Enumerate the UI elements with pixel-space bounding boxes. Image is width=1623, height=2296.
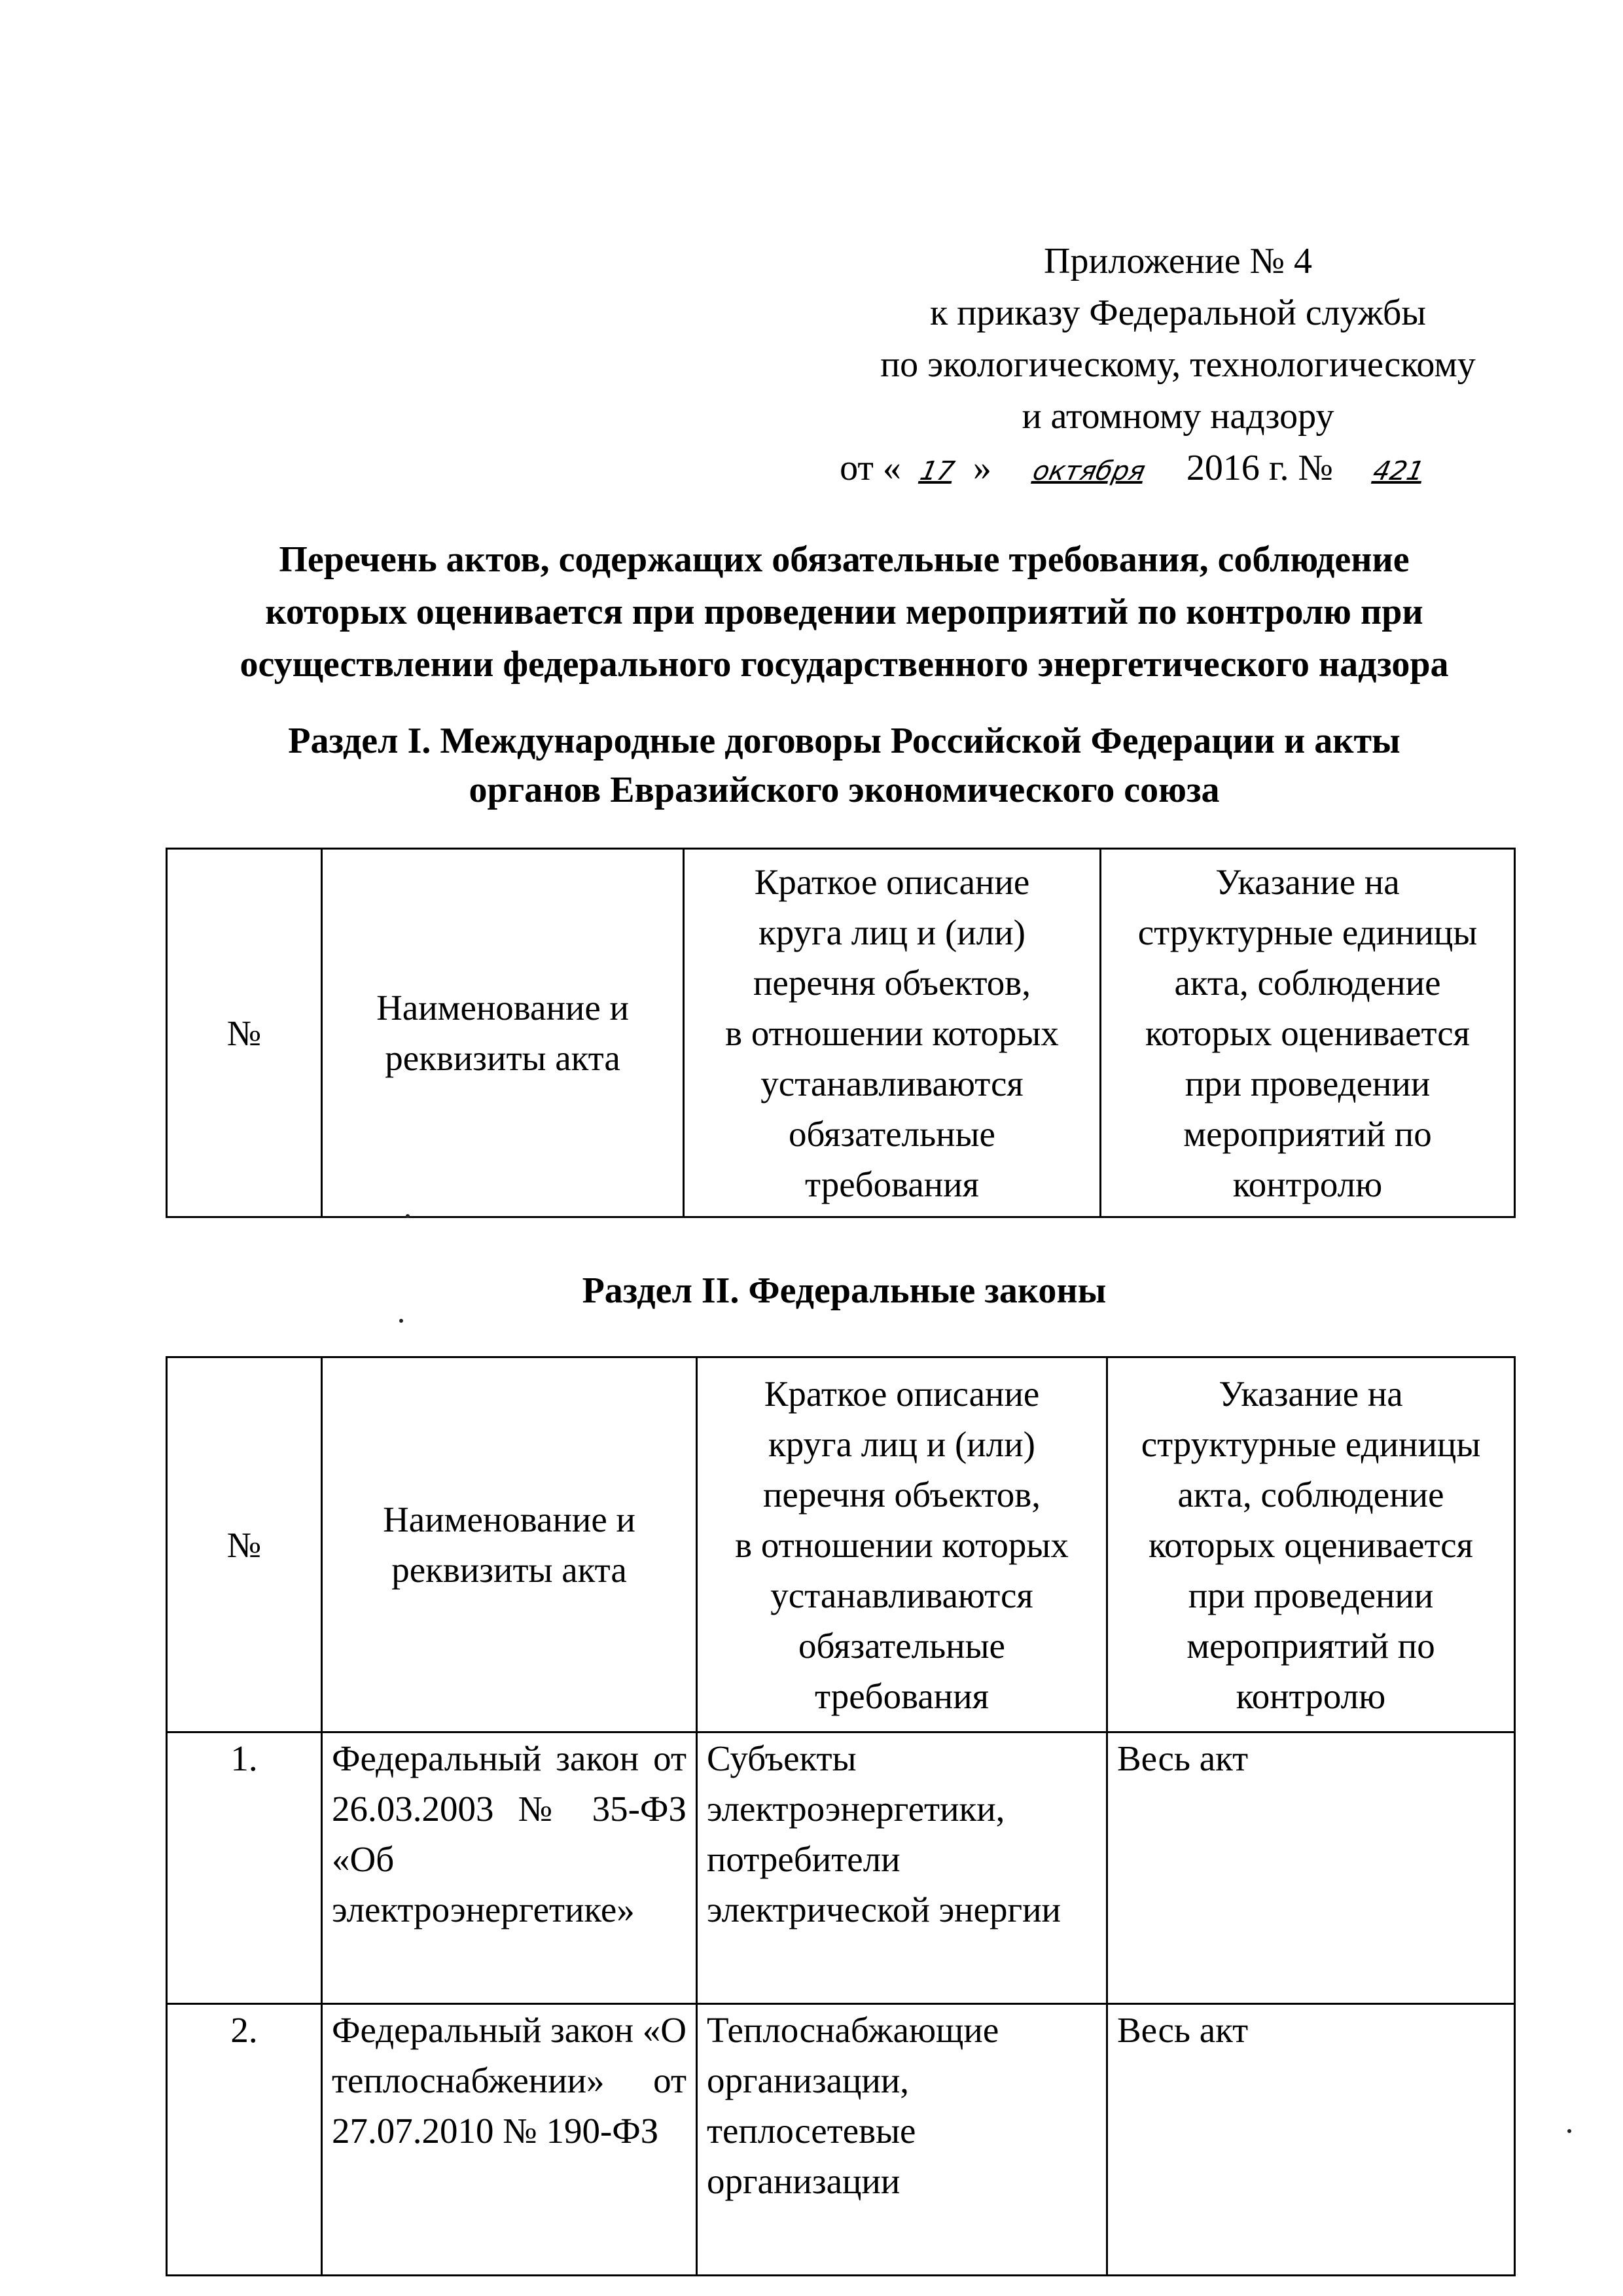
table-row — [167, 2004, 1515, 2276]
section-2-heading: Раздел II. Федеральные законы — [582, 1270, 1107, 1311]
title-line: которых оценивается при проведении мероприятий по контролю при — [265, 592, 1423, 632]
act-name: Федеральный закон от 26.03.2003 № 35-ФЗ «Об электроэнергетике» — [322, 1732, 697, 2004]
act-name: Федеральный закон «О теплоснабжении» от 27.07.2010 № 190-ФЗ — [322, 2004, 697, 2276]
header-line: реквизиты акта — [391, 1550, 627, 1590]
header-line: устанавливаются — [760, 1063, 1024, 1103]
header-line: Указание на — [1219, 1373, 1403, 1414]
appendix-order-ref: к приказу Федеральной службы — [930, 293, 1426, 333]
table-row — [167, 1732, 1515, 2004]
appendix-service-name: по экологическому, технологическому — [880, 344, 1476, 385]
header-line: круга лиц и (или) — [758, 912, 1026, 952]
header-line: которых оценивается — [1149, 1524, 1473, 1565]
header-line: Краткое описание — [754, 861, 1030, 902]
header-line: перечня объектов, — [762, 1474, 1041, 1515]
section-2-table — [166, 1356, 1516, 2276]
header-line: требования — [815, 1676, 989, 1716]
header-line: мероприятий по — [1186, 1625, 1435, 1666]
header-line: требования — [805, 1164, 979, 1204]
section-1-heading — [164, 717, 1525, 815]
header-line: Краткое описание — [764, 1373, 1040, 1414]
title-line: осуществлении федерального государственного энергетического надзора — [240, 644, 1449, 685]
header-line: обязательные — [789, 1113, 995, 1154]
header-description — [684, 849, 1101, 1217]
title-line: Перечень актов, содержащих обязательные требования, соблюдение — [279, 539, 1410, 580]
row-number: 2. — [167, 2004, 322, 2276]
header-line: реквизиты акта — [385, 1038, 620, 1078]
act-scope: Весь акт — [1107, 1732, 1515, 2004]
scan-speck — [1567, 2129, 1571, 2133]
header-line: контролю — [1236, 1676, 1386, 1716]
header-num: № — [167, 849, 322, 1217]
header-line: структурные единицы — [1137, 912, 1478, 952]
row-number: 1. — [167, 1732, 322, 2004]
header-line: структурные единицы — [1141, 1424, 1481, 1464]
header-description — [697, 1357, 1107, 1732]
scan-speck — [399, 1319, 403, 1323]
scan-speck — [406, 1214, 410, 1218]
appendix-block — [840, 236, 1505, 497]
header-line: при проведении — [1185, 1063, 1431, 1103]
handwritten-day: 17 — [917, 456, 957, 486]
header-line: которых оценивается — [1145, 1013, 1470, 1053]
handwritten-month: октября — [1029, 456, 1148, 486]
date-mid: » — [972, 448, 1001, 488]
date-prefix: от « — [840, 448, 901, 488]
header-line: Наименование и — [376, 988, 629, 1028]
act-subjects: Субъекты электроэнергетики, потребители электрической энергии — [697, 1732, 1107, 2004]
header-line: мероприятий по — [1183, 1113, 1432, 1154]
header-line: в отношении которых — [725, 1013, 1059, 1053]
header-num: № — [167, 1357, 322, 1732]
table-header-row — [167, 1357, 1515, 1732]
table-header-row — [167, 849, 1515, 1217]
section-1-heading-line: Раздел I. Международные договоры Российской Федерации и акты — [288, 721, 1400, 761]
act-scope: Весь акт — [1107, 2004, 1515, 2276]
section-1-heading-line: органов Евразийского экономического союза — [469, 770, 1220, 810]
header-line: в отношении которых — [735, 1524, 1069, 1565]
header-line: круга лиц и (или) — [768, 1424, 1035, 1464]
act-subjects: Теплоснабжающие организации, теплосетевые организации — [697, 2004, 1107, 2276]
header-line: акта, соблюдение — [1174, 962, 1441, 1003]
header-line: перечня объектов, — [753, 962, 1031, 1003]
appendix-number: Приложение № 4 — [1044, 241, 1312, 281]
handwritten-order-number: 421 — [1370, 456, 1427, 486]
header-structural-units — [1101, 849, 1515, 1217]
header-act-name — [322, 1357, 697, 1732]
header-structural-units — [1107, 1357, 1515, 1732]
section-1-table — [166, 848, 1516, 1218]
document-title — [164, 533, 1525, 691]
header-line: устанавливаются — [770, 1575, 1033, 1615]
header-act-name — [322, 849, 684, 1217]
header-line: обязательные — [798, 1625, 1005, 1666]
header-line: при проведении — [1188, 1575, 1434, 1615]
header-line: Указание на — [1215, 861, 1400, 902]
header-line: Наименование и — [383, 1499, 635, 1539]
header-line: контролю — [1232, 1164, 1383, 1204]
date-year: 2016 г. № — [1177, 448, 1333, 488]
header-line: акта, соблюдение — [1177, 1474, 1444, 1515]
appendix-date-line — [825, 442, 1479, 497]
appendix-service-name-end: и атомному надзору — [1022, 396, 1334, 437]
